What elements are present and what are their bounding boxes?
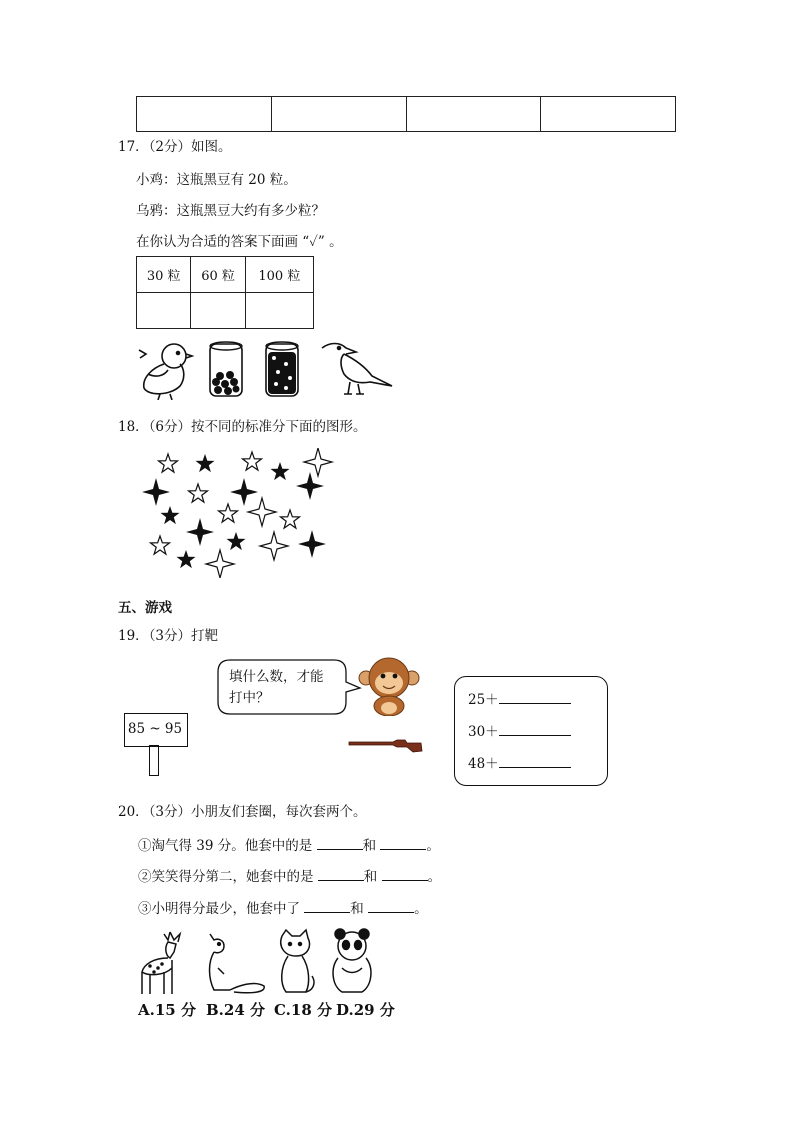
animal-label-c: C.18 分 (274, 1001, 332, 1019)
animal-label-b: B.24 分 (206, 1001, 265, 1019)
equation-row-30 (468, 721, 571, 741)
top-table-cell (271, 97, 406, 132)
q19-score: （3分） (148, 628, 192, 644)
four-point-star-filled-icon (186, 518, 214, 546)
q17-answer-table (136, 256, 314, 329)
q20-line-prefix: ③小明得分最少，他套中了 (138, 901, 300, 917)
chick-icon (139, 344, 192, 400)
star-filled-icon (270, 462, 289, 480)
q18-title: 按不同的标准分下面的图形。 (191, 419, 367, 435)
q17-header (118, 138, 232, 156)
four-point-star-filled-icon (230, 478, 258, 506)
target-sign-label: 85 ~ 95 (127, 721, 183, 737)
equation-row-48 (468, 753, 571, 773)
star-outline-icon (158, 454, 177, 472)
q19-title: 打靶 (191, 628, 219, 644)
star-filled-icon (195, 454, 214, 472)
q20-line-2-blank-b[interactable] (382, 866, 428, 881)
q18-header (118, 418, 367, 436)
q17-instruction: 在你认为合适的答案下面画 “✓” 。 (136, 234, 343, 250)
four-point-star-filled-icon (298, 530, 326, 558)
four-point-star-outline-icon (206, 550, 234, 578)
q20-title: 小朋友们套圈，每次套两个。 (191, 804, 367, 820)
crow-icon (322, 344, 392, 395)
jar-few-beans-icon (210, 342, 242, 396)
equation-label: 48＋ (468, 756, 499, 772)
q20-line-and: 和 (363, 869, 378, 885)
q20-line-end: 。 (427, 869, 442, 885)
q17-crow-line: 乌鸦：这瓶黑豆大约有多少粒？ (136, 203, 325, 219)
equation-label: 25＋ (468, 692, 499, 708)
target-sign-post (149, 745, 159, 776)
speech-bubble-line-2: 打中？ (229, 690, 270, 706)
section-5-heading: 五、游戏 (118, 600, 172, 616)
q18-score: （6分） (148, 419, 192, 435)
q17-option-30: 30 粒 (137, 257, 191, 293)
four-point-star-outline-icon (304, 448, 332, 476)
equation-label: 30＋ (468, 724, 499, 740)
q17-option-100: 100 粒 (245, 257, 313, 293)
equation-blank-25[interactable] (499, 689, 571, 704)
equation-row-25 (468, 689, 571, 709)
star-filled-icon (160, 506, 179, 524)
q17-score: （2分） (148, 139, 192, 155)
q20-line-3-blank-b[interactable] (368, 898, 414, 913)
top-table-cell (137, 97, 272, 132)
animal-label-a: A.15 分 (138, 1001, 196, 1019)
q18-star-figures (138, 448, 338, 578)
top-empty-table (136, 96, 676, 132)
q20-line-3-blank-a[interactable] (304, 898, 350, 913)
star-outline-icon (150, 536, 169, 554)
q20-header (118, 803, 367, 821)
q20-line-prefix: ②笑笑得分第二，她套中的是 (138, 869, 314, 885)
q20-line-and: 和 (362, 838, 377, 854)
q20-number: 20． (118, 804, 149, 820)
q17-check-cell-30[interactable] (137, 293, 191, 329)
four-point-star-filled-icon (142, 478, 170, 506)
star-outline-icon (188, 484, 207, 502)
four-point-star-outline-icon (248, 498, 276, 526)
squirrel-icon (210, 934, 265, 993)
rifle-icon (347, 736, 423, 756)
q20-line-and: 和 (350, 901, 364, 917)
q17-number: 17． (118, 139, 149, 155)
q19-number: 19． (118, 628, 149, 644)
q20-line-3 (138, 898, 428, 918)
monkey-icon (358, 656, 420, 716)
equation-blank-48[interactable] (499, 753, 571, 768)
q20-line-1-blank-b[interactable] (380, 835, 426, 850)
q17-title: 如图。 (191, 139, 232, 155)
animal-label-d: D.29 分 (336, 1001, 395, 1019)
star-outline-icon (280, 510, 299, 528)
four-point-star-filled-icon (296, 472, 324, 500)
q17-check-cell-100[interactable] (245, 293, 313, 329)
q20-line-1 (138, 835, 440, 855)
four-point-star-outline-icon (260, 532, 288, 560)
star-outline-icon (218, 504, 237, 522)
q20-line-end: 。 (426, 838, 440, 854)
jar-many-beans-icon (266, 342, 298, 396)
star-filled-icon (226, 532, 245, 550)
q17-check-cell-60[interactable] (191, 293, 245, 329)
q20-line-prefix: ①淘气得 39 分。他套中的是 (138, 838, 313, 854)
q20-score: （3分） (148, 804, 192, 820)
q18-number: 18． (118, 419, 149, 435)
q19-header (118, 627, 218, 645)
q17-option-60: 60 粒 (191, 257, 245, 293)
top-table-cell (406, 97, 541, 132)
star-outline-icon (242, 452, 261, 470)
speech-bubble-shape (216, 658, 362, 716)
star-filled-icon (176, 550, 195, 568)
top-table-cell (541, 97, 676, 132)
q17-illustration (134, 338, 394, 400)
q20-line-1-blank-a[interactable] (317, 835, 363, 850)
cat-icon (281, 930, 314, 992)
deer-icon (142, 932, 180, 994)
q17-chick-line: 小鸡：这瓶黑豆有 20 粒。 (136, 172, 297, 188)
q20-line-2-blank-a[interactable] (318, 866, 364, 881)
q20-animals (134, 928, 384, 996)
panda-icon (333, 929, 371, 992)
equation-blank-30[interactable] (499, 721, 571, 736)
q20-line-2 (138, 866, 441, 886)
speech-bubble-line-1: 填什么数，才能 (229, 669, 324, 685)
q20-line-end: 。 (414, 901, 428, 917)
